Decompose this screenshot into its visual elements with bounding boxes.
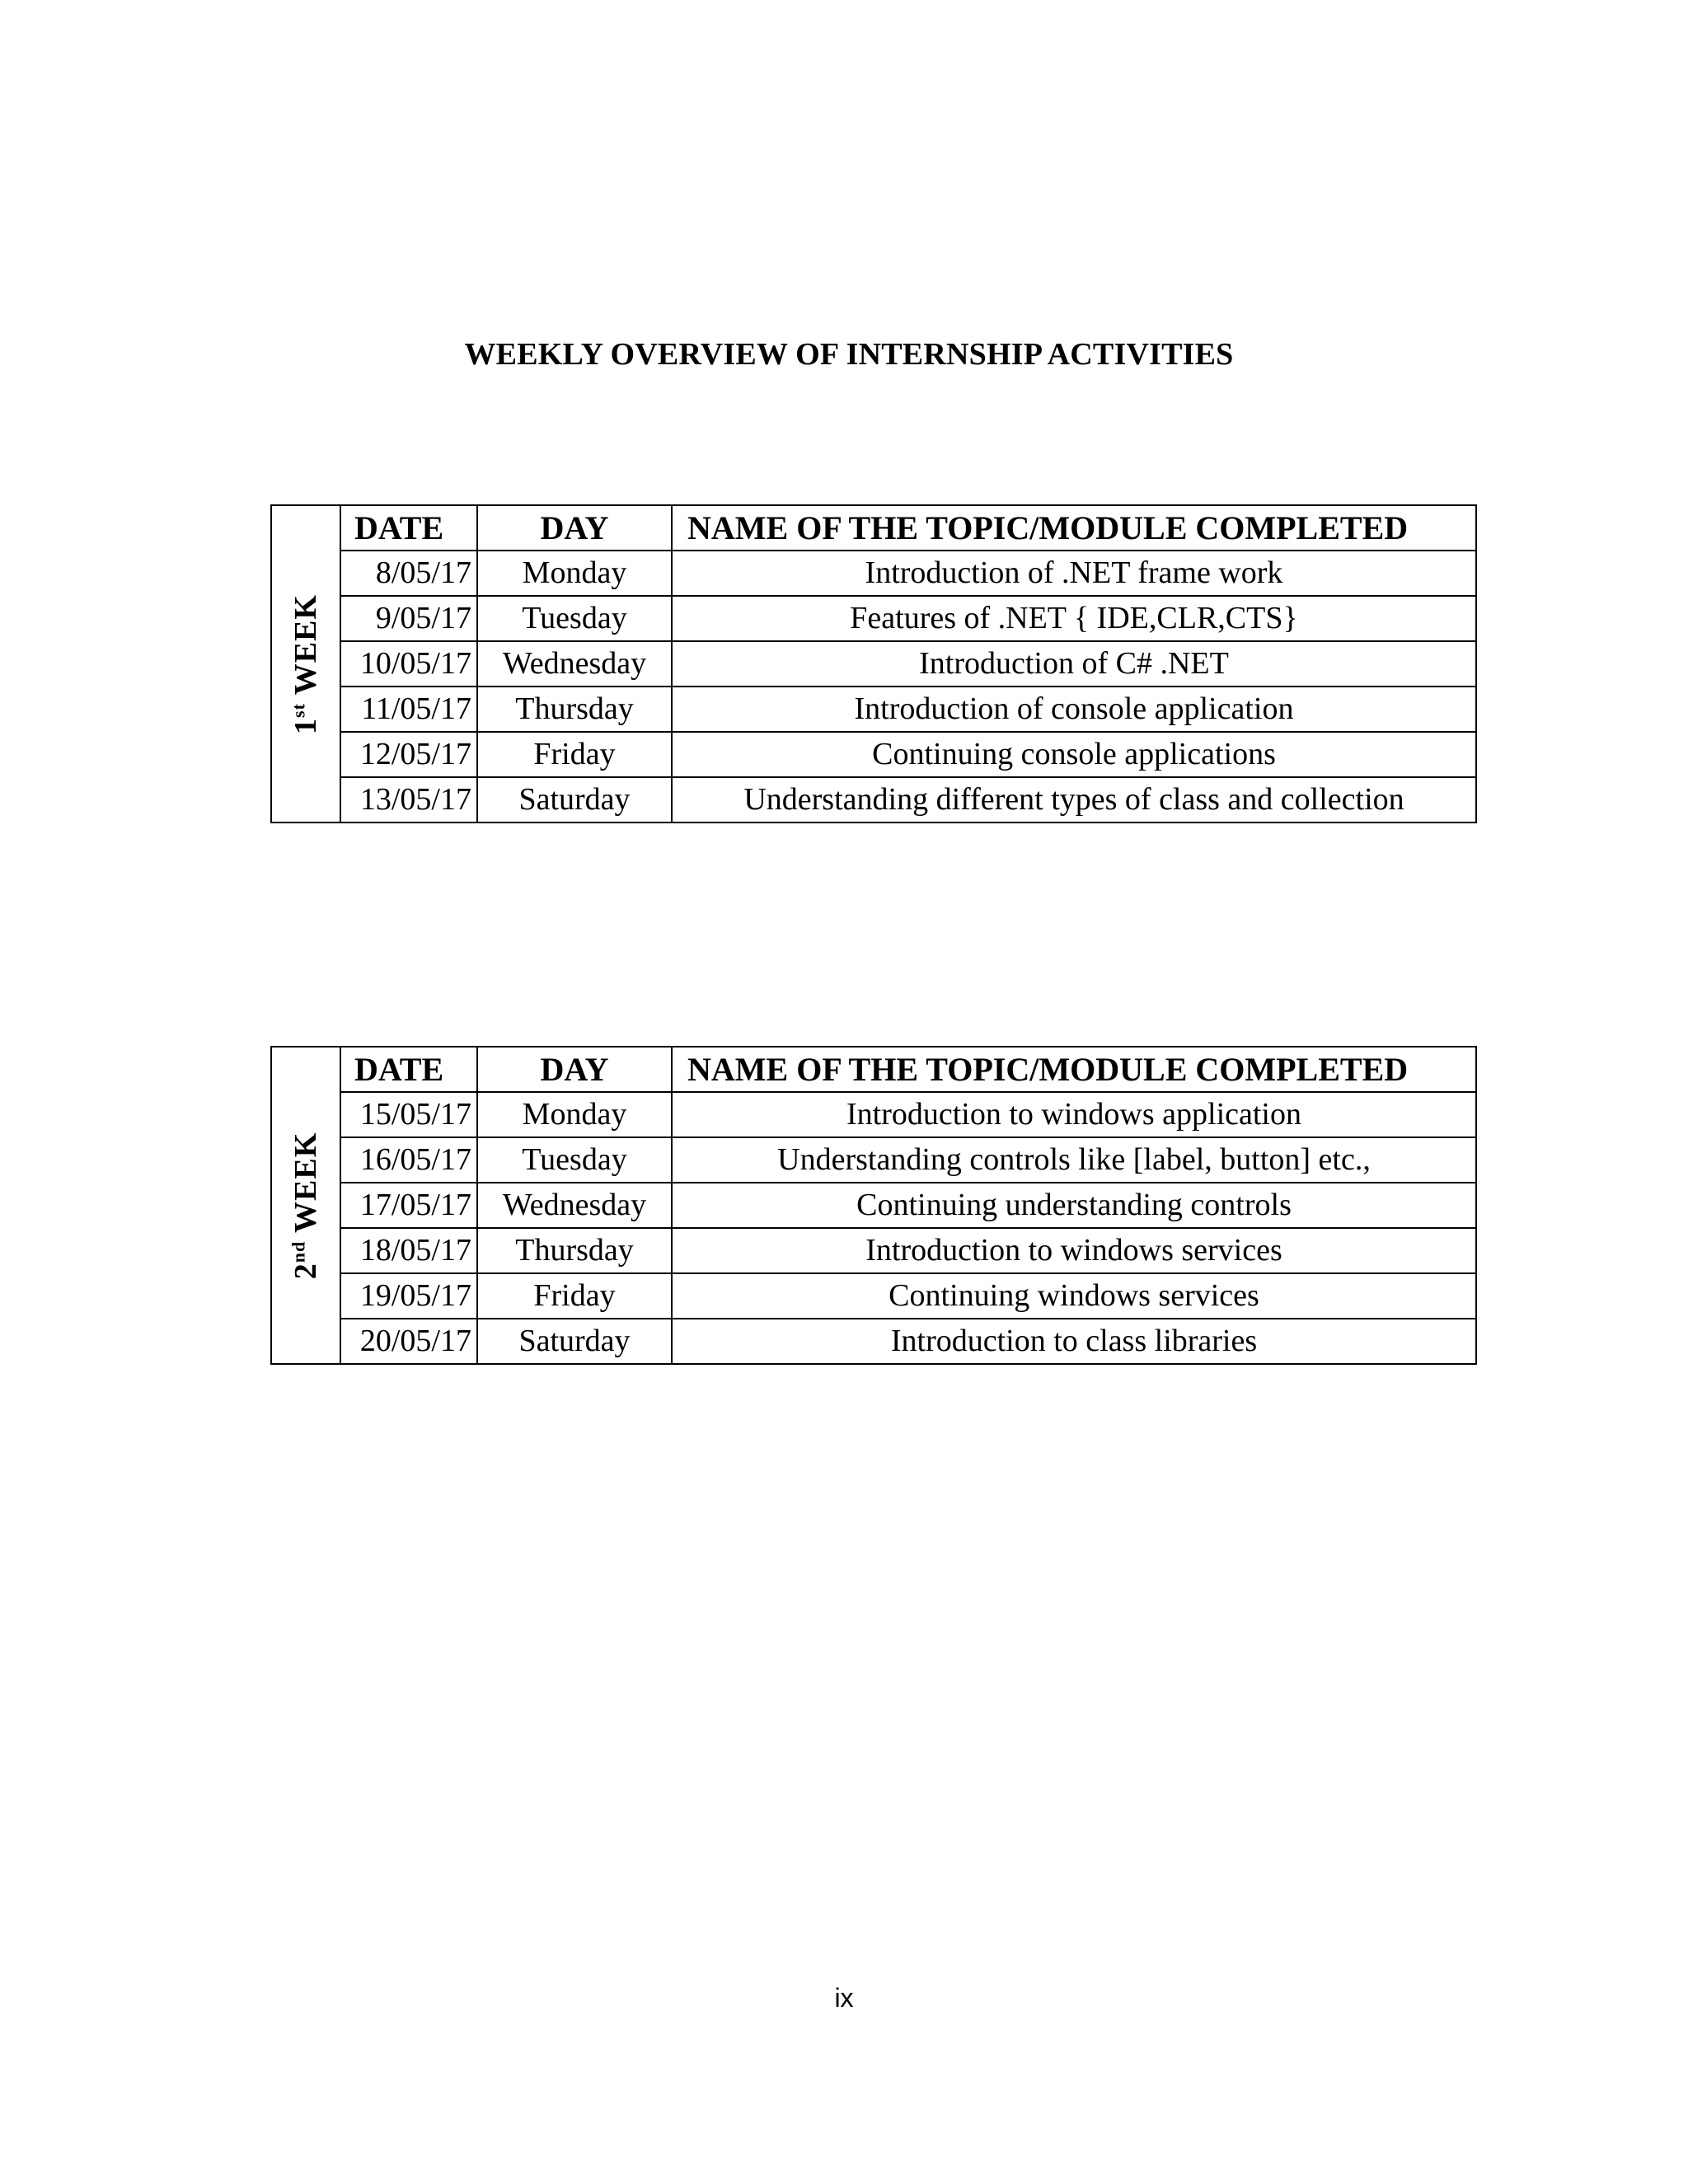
topic-cell: Introduction to windows services	[672, 1228, 1476, 1273]
table-row	[271, 777, 1476, 823]
date-header: DATE	[340, 505, 477, 551]
topic-cell: Continuing windows services	[672, 1273, 1476, 1319]
topic-cell: Continuing console applications	[672, 732, 1476, 777]
date-cell: 9/05/17	[340, 596, 477, 641]
table-row	[271, 1319, 1476, 1364]
date-cell: 20/05/17	[340, 1319, 477, 1364]
day-cell: Tuesday	[477, 1137, 672, 1183]
topic-cell: Introduction of .NET frame work	[672, 551, 1476, 596]
day-cell: Thursday	[477, 1228, 672, 1273]
date-cell: 11/05/17	[340, 687, 477, 732]
week-label-cell	[271, 1047, 340, 1364]
week-label: 1st WEEK	[288, 593, 323, 734]
day-header: DAY	[477, 1047, 672, 1092]
table-row	[271, 596, 1476, 641]
week-label-cell	[271, 505, 340, 823]
day-cell: Thursday	[477, 687, 672, 732]
date-header: DATE	[340, 1047, 477, 1092]
day-cell: Friday	[477, 1273, 672, 1319]
table-row	[271, 1228, 1476, 1273]
topic-cell: Introduction of C# .NET	[672, 641, 1476, 687]
topic-cell: Features of .NET { IDE,CLR,CTS}	[672, 596, 1476, 641]
table-row	[271, 641, 1476, 687]
table-header-row	[271, 1047, 1476, 1092]
week-label: 2nd WEEK	[288, 1132, 323, 1279]
day-cell: Saturday	[477, 1319, 672, 1364]
table-row	[271, 1273, 1476, 1319]
table-header-row	[271, 505, 1476, 551]
topic-cell: Introduction of console application	[672, 687, 1476, 732]
table-row	[271, 1092, 1476, 1137]
table-row	[271, 1183, 1476, 1228]
topic-cell: Continuing understanding controls	[672, 1183, 1476, 1228]
table-row	[271, 732, 1476, 777]
topic-header: NAME OF THE TOPIC/MODULE COMPLETED	[672, 1047, 1476, 1092]
day-cell: Friday	[477, 732, 672, 777]
week-1-table	[270, 504, 1477, 823]
topic-cell: Introduction to windows application	[672, 1092, 1476, 1137]
date-cell: 17/05/17	[340, 1183, 477, 1228]
date-cell: 18/05/17	[340, 1228, 477, 1273]
day-cell: Monday	[477, 1092, 672, 1137]
day-cell: Wednesday	[477, 1183, 672, 1228]
table-row	[271, 687, 1476, 732]
day-cell: Tuesday	[477, 596, 672, 641]
date-cell: 16/05/17	[340, 1137, 477, 1183]
page-title: WEEKLY OVERVIEW OF INTERNSHIP ACTIVITIES	[464, 337, 1234, 372]
day-cell: Saturday	[477, 777, 672, 823]
date-cell: 10/05/17	[340, 641, 477, 687]
topic-cell: Introduction to class libraries	[672, 1319, 1476, 1364]
topic-header: NAME OF THE TOPIC/MODULE COMPLETED	[672, 505, 1476, 551]
day-header: DAY	[477, 505, 672, 551]
week-2-table	[270, 1046, 1477, 1365]
date-cell: 13/05/17	[340, 777, 477, 823]
topic-cell: Understanding different types of class and collection	[672, 777, 1476, 823]
topic-cell: Understanding controls like [label, button] etc.,	[672, 1137, 1476, 1183]
date-cell: 15/05/17	[340, 1092, 477, 1137]
table-row	[271, 1137, 1476, 1183]
date-cell: 8/05/17	[340, 551, 477, 596]
date-cell: 19/05/17	[340, 1273, 477, 1319]
day-cell: Wednesday	[477, 641, 672, 687]
day-cell: Monday	[477, 551, 672, 596]
date-cell: 12/05/17	[340, 732, 477, 777]
table-row	[271, 551, 1476, 596]
page-number: ix	[834, 1983, 854, 2013]
